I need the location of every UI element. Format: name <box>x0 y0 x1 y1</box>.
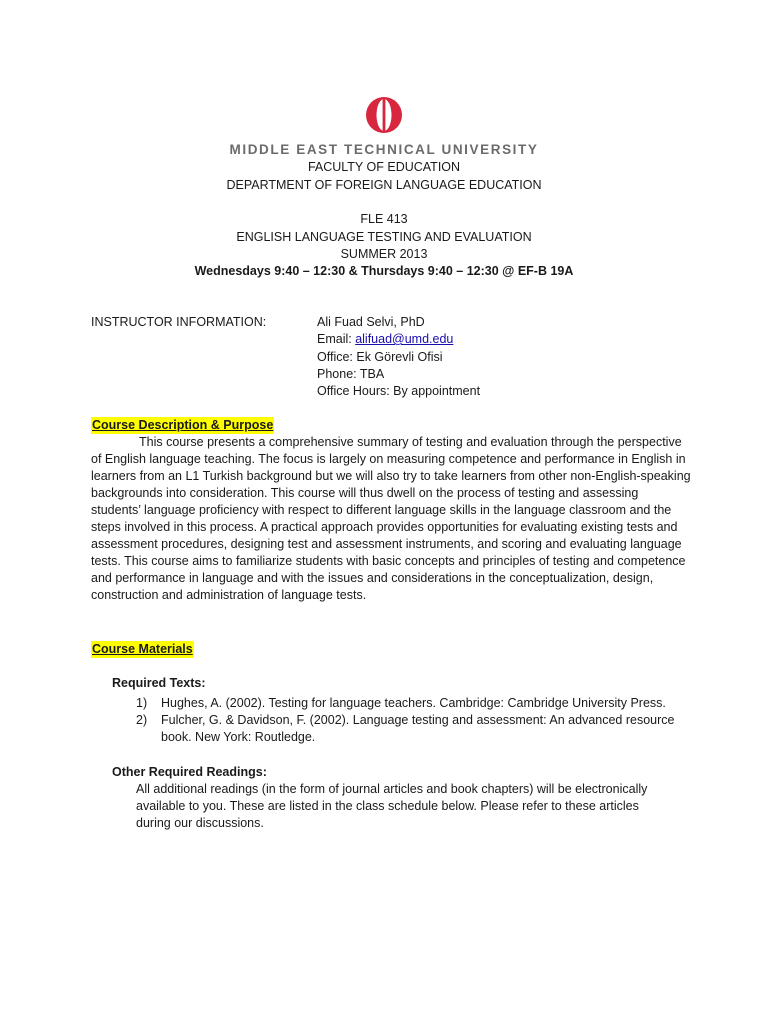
other-readings-label: Other Required Readings: <box>112 765 267 779</box>
department-name: DEPARTMENT OF FOREIGN LANGUAGE EDUCATION <box>226 178 542 192</box>
university-name: MIDDLE EAST TECHNICAL UNIVERSITY <box>229 142 539 157</box>
metu-logo-icon <box>365 96 403 134</box>
other-readings-body: All additional readings (in the form of journal articles and book chapters) will be electronically available to you. These are listed in the class schedule below. Please refer to these articles during our discussions. <box>136 782 648 830</box>
materials-heading: Course Materials <box>92 642 193 656</box>
faculty-name: FACULTY OF EDUCATION <box>307 160 461 174</box>
required-texts-label: Required Texts: <box>112 676 206 690</box>
description-heading: Course Description & Purpose <box>92 418 274 432</box>
description-body: This course presents a comprehensive summary of testing and evaluation through the perspective of English language teaching. The focus is largely on measuring competence and performance in English in learners from an L1 Turkish background but we will also try to take learners from other non-English-speaking backgrounds into consideration. This course will thus dwell on the process of testing and assessing students’ language proficiency with respect to different language skills in the language classroom and the steps involved in this process. A practical approach provides opportunities for evaluating existing tests and assessment procedures, designing test and assessment instruments, and scoring and evaluating language tests. This course aims to familiarize students with basic concepts and principles of testing and competence and performance in language and with the issues and considerations in the conceptualization, design, construction and administration of language tests. <box>91 435 691 602</box>
email-link[interactable]: alifuad@umd.edu <box>355 332 454 346</box>
instructor-phone: Phone: TBA <box>317 367 385 381</box>
text-1-citation: Hughes, A. (2002). Testing for language teachers. Cambridge: Cambridge University Press. <box>161 696 666 710</box>
instructor-hours: Office Hours: By appointment <box>317 384 481 398</box>
course-term: SUMMER 2013 <box>340 247 428 261</box>
text-2-number: 2) <box>136 713 148 727</box>
email-label: Email: <box>317 332 356 346</box>
course-schedule: Wednesdays 9:40 – 12:30 & Thursdays 9:40 – 12:30 @ EF-B 19A <box>194 264 574 278</box>
instructor-email-row <box>317 331 453 348</box>
instructor-office: Office: Ek Görevli Ofisi <box>317 350 443 364</box>
course-code: FLE 413 <box>360 212 408 226</box>
instructor-label: INSTRUCTOR INFORMATION: <box>91 315 267 329</box>
course-title: ENGLISH LANGUAGE TESTING AND EVALUATION <box>236 230 532 244</box>
text-2-citation: Fulcher, G. & Davidson, F. (2002). Language testing and assessment: An advanced resource book. New York: Routledge. <box>161 713 675 744</box>
text-1-number: 1) <box>136 696 148 710</box>
instructor-name: Ali Fuad Selvi, PhD <box>317 315 425 329</box>
